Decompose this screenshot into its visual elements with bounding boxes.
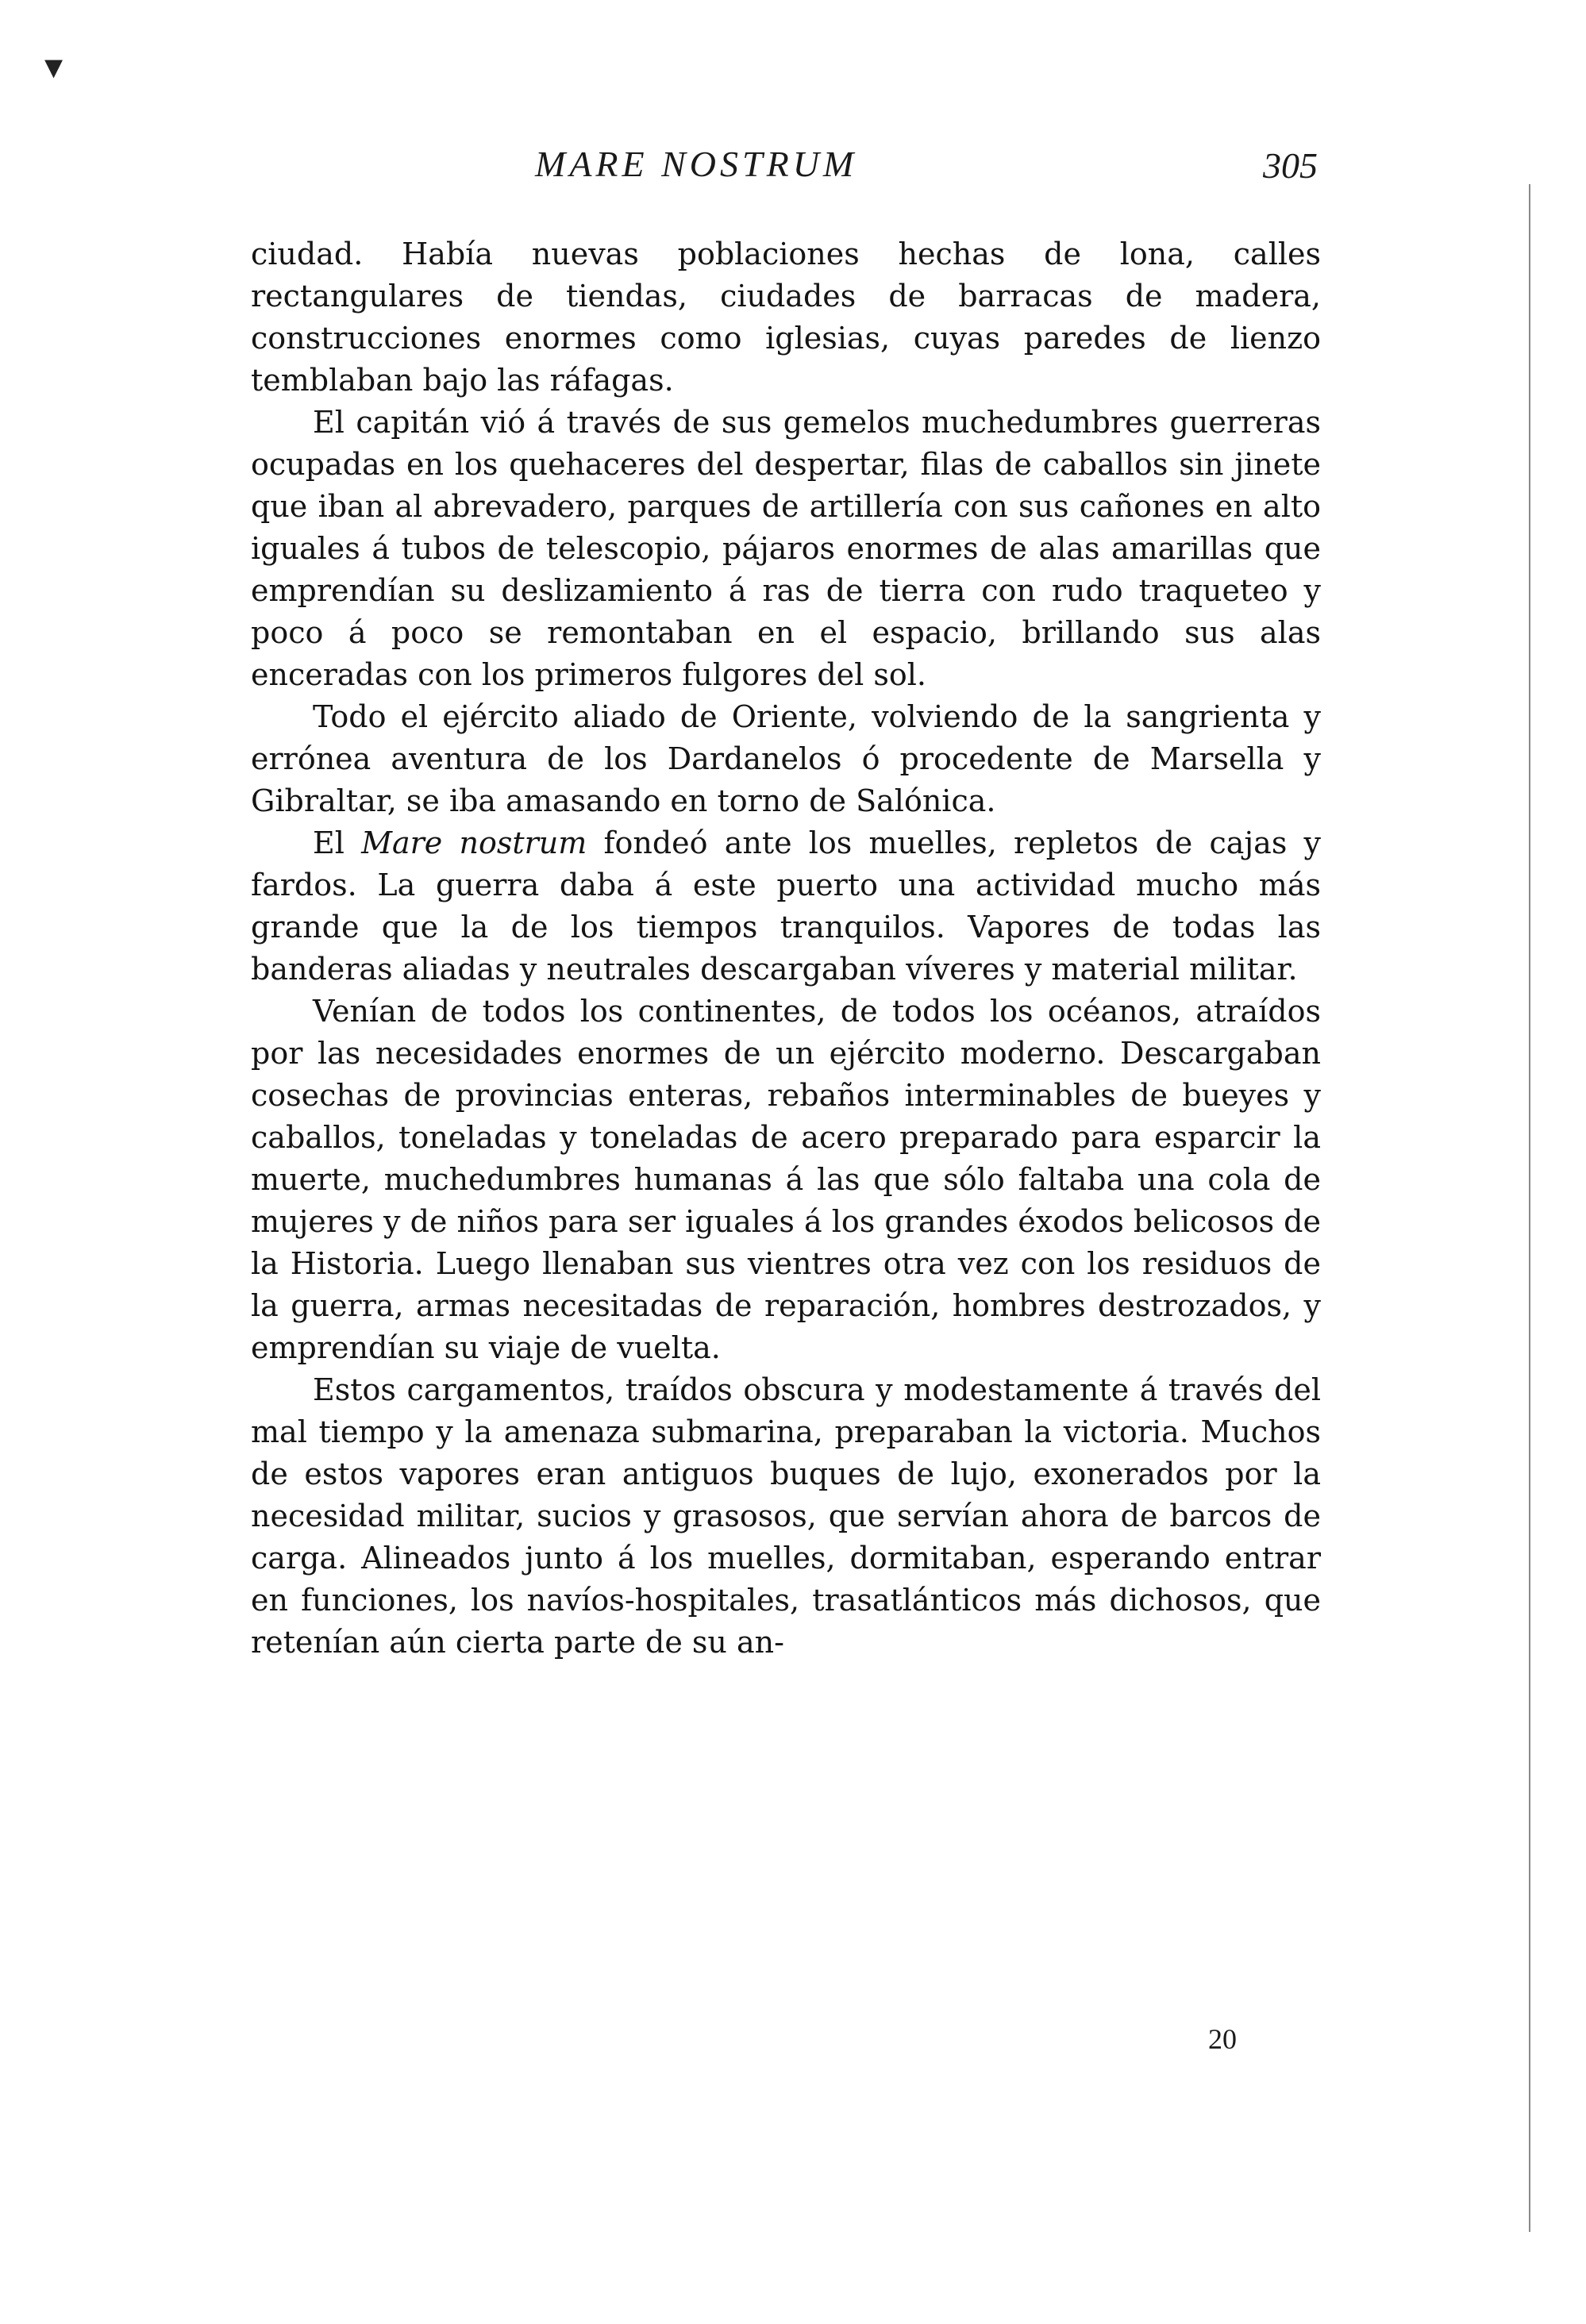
- running-title: MARE NOSTRUM: [535, 144, 858, 184]
- paragraph-6: Estos cargamentos, traídos obscura y modestamente á través del mal tiempo y la amenaza submarina, preparaban la victoria. Muchos de estos vapores eran antiguos buques de lujo, exonerados por la necesidad militar, sucios y grasosos, que servían ahora de barcos de carga. Alineados junto á los muelles, dormitaban, esperando entrar en funciones, los navíos-hospitales, trasatlánticos más dichosos, que retenían aún cierta parte de su an-: [251, 1372, 1321, 1660]
- ship-name: Mare nostrum: [361, 825, 587, 860]
- page-edge-line: [1529, 184, 1530, 2232]
- page-number: 305: [1263, 145, 1318, 186]
- signature-mark: 20: [1208, 2023, 1237, 2055]
- paragraph-4-text: fondeó ante los muelles, repletos de cajas y fardos. La guerra daba á este puerto una actividad mucho más grande que la de los tiempos tranquilos. Vapores de todas las banderas aliadas y neutrales descargaban víveres y material militar.: [251, 825, 1321, 987]
- paragraph-4: [251, 822, 1321, 991]
- paragraph-4-lead: El: [313, 825, 345, 860]
- paragraph-3: Todo el ejército aliado de Oriente, volviendo de la sangrienta y errónea aventura de los Dardanelos ó procedente de Marsella y Gibraltar, se iba amasando en torno de Salónica.: [251, 699, 1321, 818]
- paragraph-1: ciudad. Había nuevas poblaciones hechas de lona, calles rectangulares de tiendas, ciudades de barracas de madera, construcciones enormes como iglesias, cuyas paredes de lienzo temblaban bajo las ráfagas.: [251, 237, 1321, 398]
- paragraph-2: El capitán vió á través de sus gemelos muchedumbres guerreras ocupadas en los quehaceres del despertar, filas de caballos sin jinete que iban al abrevadero, parques de artillería con sus cañones en alto iguales á tubos de telescopio, pájaros enormes de alas amarillas que emprendían su deslizamiento á ras de tierra con rudo traqueteo y poco á poco se remontaban en el espacio, brillando sus alas enceradas con los primeros fulgores del sol.: [251, 405, 1321, 692]
- paragraph-5: Venían de todos los continentes, de todos los océanos, atraídos por las necesidades enormes de un ejército moderno. Descargaban cosechas de provincias enteras, rebaños interminables de bueyes y caballos, toneladas y toneladas de acero preparado para esparcir la muerte, muchedumbres humanas á las que sólo faltaba una cola de mujeres y de niños para ser iguales á los grandes éxodos belicosos de la Historia. Luego llenaban sus vientres otra vez con los residuos de la guerra, armas necesitadas de reparación, hombres destrozados, y emprendían su viaje de vuelta.: [251, 994, 1321, 1365]
- body-text: [251, 233, 1321, 1664]
- corner-binding-mark: ▾: [44, 44, 64, 87]
